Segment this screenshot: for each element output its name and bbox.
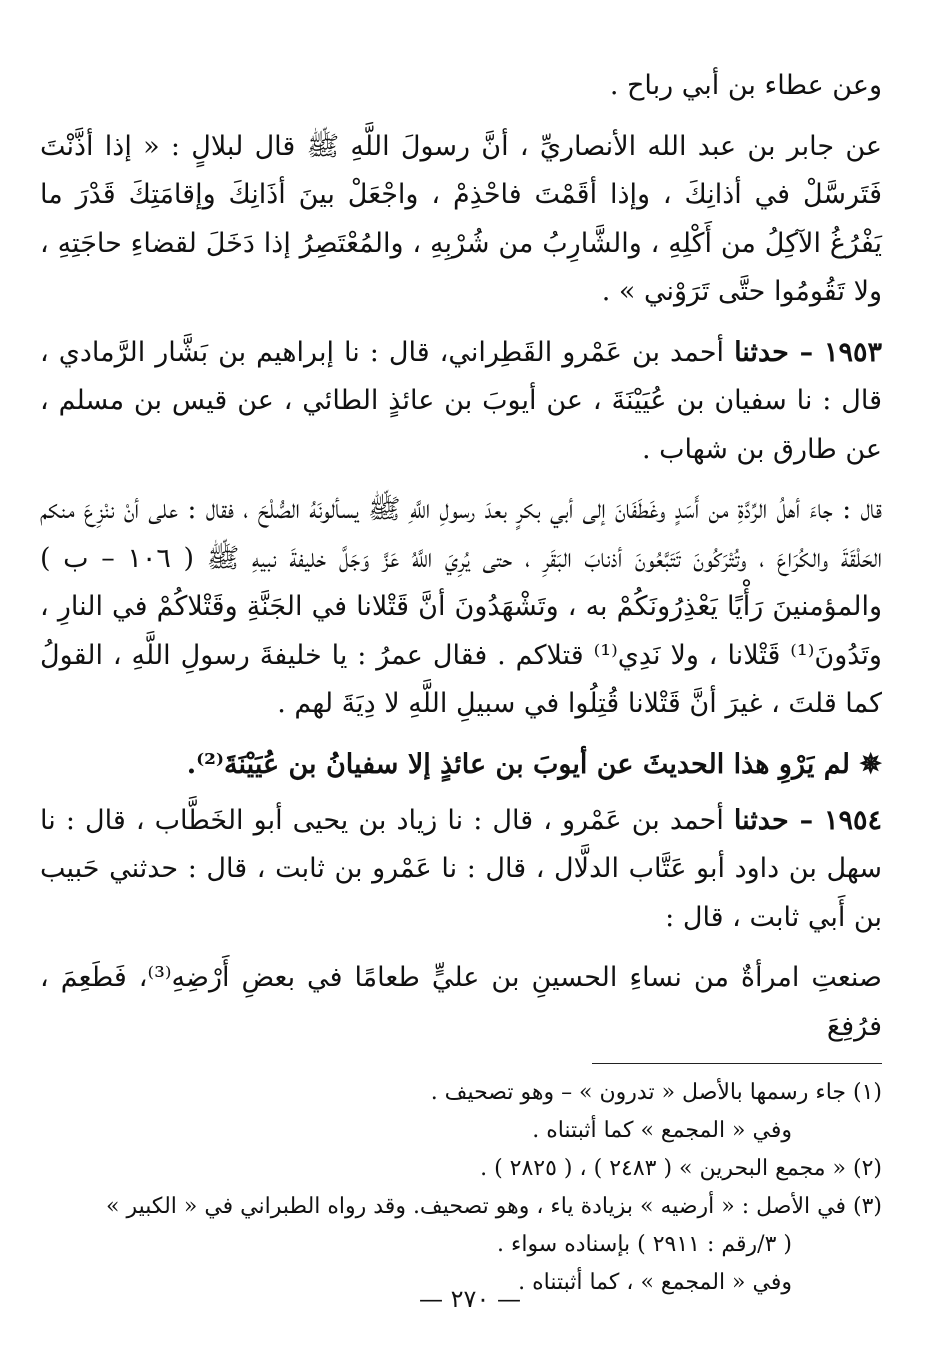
hadith-number-1954: ١٩٥٤ – حدثنا — [733, 804, 882, 836]
footnote-3-continued: ( ٣/رقم : ٢٩١١ ) بإسناده سواء . — [497, 1232, 792, 1257]
page-number: — ٢٧٠ — — [419, 1285, 521, 1313]
footnote-3: (٣) في الأصل : « أرضيه » بزيادة ياء ، وهو تصحيف. وقد رواه الطبراني في « الكبير » — [106, 1194, 882, 1219]
page-content — [40, 62, 882, 1302]
paragraph-2: عن جابر بن عبد الله الأنصاريِّ ، أنَّ رسولَ اللَّهِ ﷺ قال لبلالٍ : « إذا أذَّنْتَ فَتَرسَّلْ في أذانِكَ ، وإذا أقَمْتَ فاحْذِمْ ، واجْعَلْ بينَ أذَانِكَ وإقامَتِكَ قَدْرَ ما يَفْرُغُ الآكِلُ من أَكْلِهِ ، والشَّارِبُ من شُرْبِهِ ، والمُعْتَصِرُ إذا دَخَلَ لقضاءِ حاجَتِهِ ، ولا تَقُومُوا حتَّى تَرَوْني » . — [40, 130, 882, 307]
hadith-1954 — [40, 797, 882, 943]
footnote-3-continued-2: وفي « المجمع » ، كما أثبتناه . — [518, 1270, 792, 1295]
hadith-number-1953: ١٩٥٣ – حدثنا — [734, 336, 882, 368]
hadith-1954-text: أحمد بن عَمْرو ، قال : نا زياد بن يحيى أبو الخَطَّاب ، قال : نا سهل بن داود أبو عَتَّاب الدلَّال ، قال : نا عَمْرو بن ثابت ، قال : حدثني حَبيب بن أَبي ثابت ، قال : — [40, 804, 882, 933]
hadith-1953-text: أحمد بن عَمْرو القَطِراني، قال : نا إبراهيم بن بَشَّار الرَّمادي ، قال : نا سفيان بن عُيَيْنَةَ ، عن أيوبَ بن عائذٍ الطائي ، عن قيس بن مسلم ، عن طارق بن شهاب . — [40, 336, 882, 465]
footnotes — [40, 1074, 882, 1302]
editor-note: ✵ لم يَرْوِ هذا الحديثَ عن أيوبَ بن عائذٍ إلا سفيانُ بن عُيَيْنَةَ⁽²⁾. — [186, 748, 882, 780]
paragraph-6: صنعتِ امرأةٌ من نساءِ الحسينِ بن عليٍّ طعامًا في بعضِ أَرْضِهِ⁽³⁾، فَطَعِمَ ، فرُفِعَ — [40, 962, 882, 1042]
main-text — [40, 62, 882, 1051]
hadith-1953 — [40, 329, 882, 475]
footnote-1-continued: وفي « المجمع » كما أثبتناه . — [532, 1118, 792, 1143]
footnote-divider — [592, 1063, 882, 1064]
paragraph-4: قال : جاءَ أهلُ الرِّدَّةِ من أَسَدٍ وغَطَفَانَ إلى أبي بكرٍ بعدَ رسولِ اللَّهِ ﷺ يسألونَهُ الصُّلْحَ ، فقال : على أنْ ننْزِعَ منكم الحَلْقَةَ والكُرَاعَ ، وتُتْرَكُونَ تَتَبَّعُونَ أذنابَ البَقَرِ ، حتى يُرِيَ اللَّهُ عَزَّ وَجَلَّ خليفةَ نبيهِ ﷺ ( ١٠٦ – ب ) والمؤمنينَ رَأْيًا يَعْذِرُونَكُمْ به ، وتَشْهَدُونَ أنَّ قَتْلانا في الجَنَّةِ وقَتْلاكُمْ في النارِ ، وتَدُونَ⁽¹⁾ قَتْلانا ، ولا نَدِي⁽¹⁾ قتلاكم . فقال عمرُ : يا خليفةَ رسولِ اللَّهِ ، القولُ كما قلتَ ، غيرَ أنَّ قَتْلانا قُتِلُوا في سبيلِ اللَّهِ لا دِيَةَ لهم . — [40, 494, 883, 719]
footnote-1: (١) جاء رسمها بالأصل « تدرون » – وهو تصحيف . — [430, 1080, 882, 1105]
paragraph-1: وعن عطاء بن أبي رباح . — [609, 70, 882, 101]
footnote-2: (٢) « مجمع البحرين » ( ٢٤٨٣ ) ، ( ٢٨٢٥ ) . — [480, 1156, 882, 1181]
